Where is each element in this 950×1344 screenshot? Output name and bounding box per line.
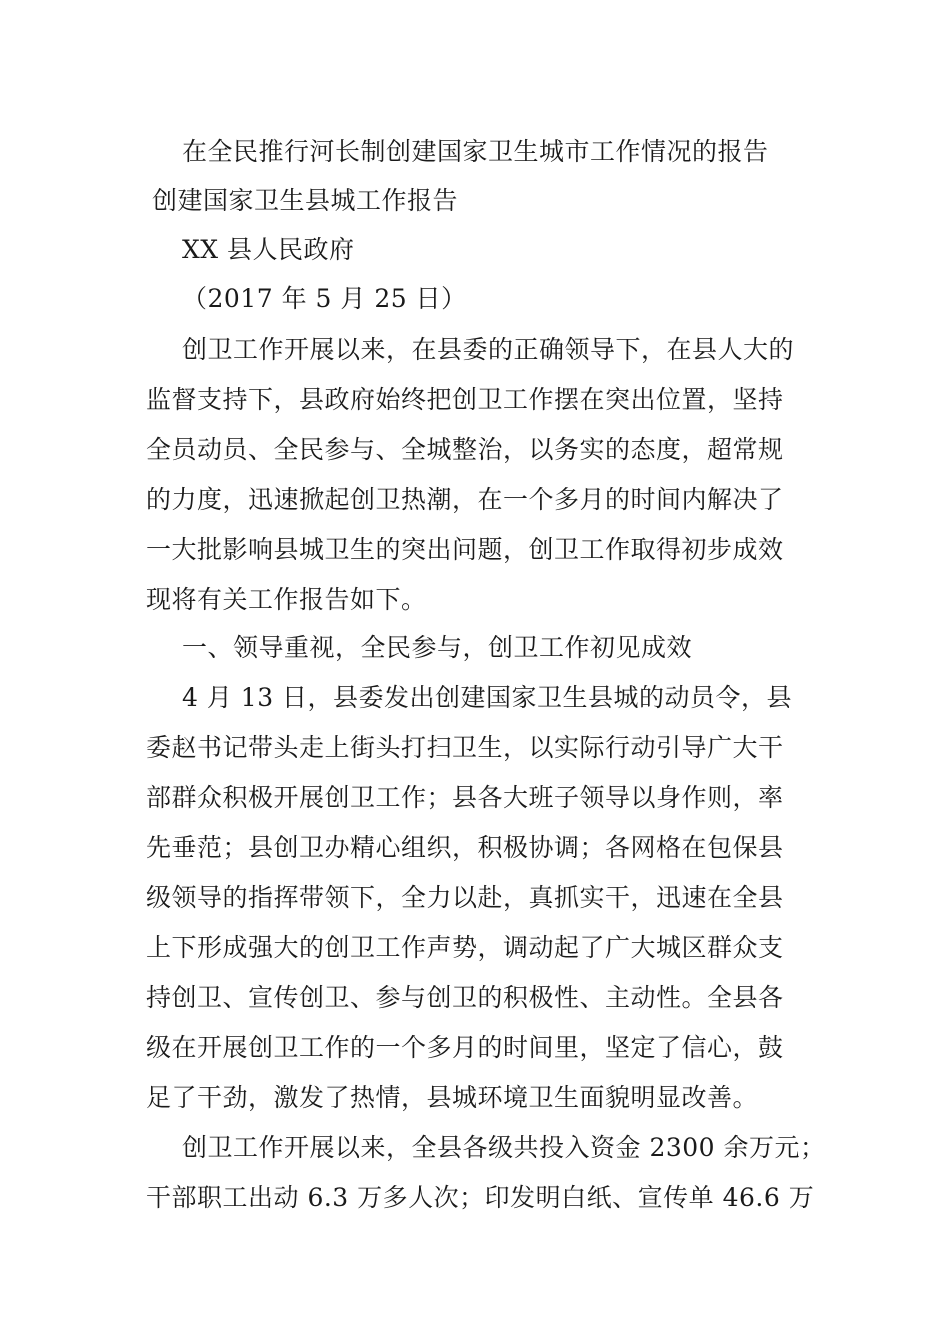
paragraph-line: 的力度，迅速掀起创卫热潮，在一个多月的时间内解决了 [146,485,784,514]
paragraph-line: 部群众积极开展创卫工作；县各大班子领导以身作则，率 [146,783,784,812]
section-heading: 一、领导重视，全民参与，创卫工作初见成效 [182,633,693,662]
paragraph-line: 全员动员、全民参与、全城整治，以务实的态度，超常规 [146,435,784,464]
paragraph-line: 级领导的指挥带领下，全力以赴，真抓实干，迅速在全县 [146,883,784,912]
paragraph-line: 一大批影响县城卫生的突出问题，创卫工作取得初步成效 [146,535,784,564]
paragraph-line: 先垂范；县创卫办精心组织，积极协调；各网格在包保县 [146,833,784,862]
report-date: （2017 年 5 月 25 日） [182,284,467,313]
paragraph-line: 监督支持下，县政府始终把创卫工作摆在突出位置，坚持 [146,385,784,414]
paragraph-line: 现将有关工作报告如下。 [146,585,427,614]
report-subtitle: 创建国家卫生县城工作报告 [152,186,459,215]
issuer: XX 县人民政府 [182,235,355,264]
paragraph-line: 干部职工出动 6.3 万多人次；印发明白纸、宣传单 46.6 万 [146,1183,815,1212]
paragraph-line: 足了干劲，激发了热情，县城环境卫生面貌明显改善。 [146,1083,759,1112]
paragraph-line: 4 月 13 日，县委发出创建国家卫生县城的动员令，县 [182,683,793,712]
report-title: 在全民推行河长制创建国家卫生城市工作情况的报告 [182,137,769,166]
paragraph-line: 创卫工作开展以来，在县委的正确领导下，在县人大的 [182,335,795,364]
paragraph-line: 上下形成强大的创卫工作声势，调动起了广大城区群众支 [146,933,784,962]
paragraph-line: 持创卫、宣传创卫、参与创卫的积极性、主动性。全县各 [146,983,784,1012]
paragraph-line: 级在开展创卫工作的一个多月的时间里，坚定了信心，鼓 [146,1033,784,1062]
paragraph-line: 委赵书记带头走上街头打扫卫生，以实际行动引导广大干 [146,733,784,762]
paragraph-line: 创卫工作开展以来，全县各级共投入资金 2300 余万元； [182,1133,826,1162]
